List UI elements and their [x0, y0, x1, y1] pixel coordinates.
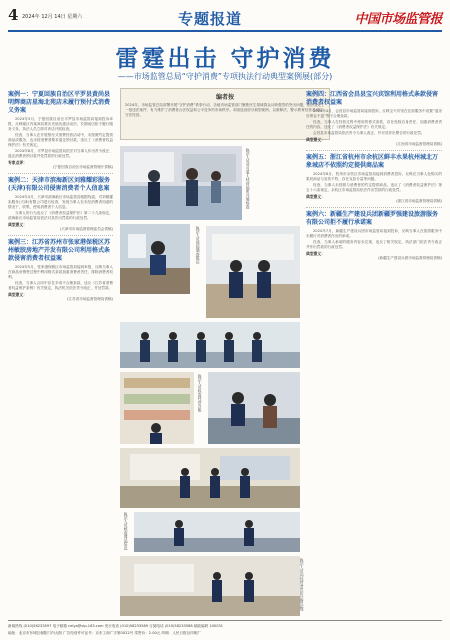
case-body [306, 172, 442, 193]
masthead-rule [8, 30, 442, 32]
case-two [8, 177, 113, 232]
footer-contact: 新闻热线 (010)58233597 电子邮箱 ceiya@vip.163.com 发行电话 (010)58233589 订阅电话 (010)58233588 邮政编码 100031 [8, 624, 224, 628]
left-column [8, 88, 113, 304]
case-title: 案例一：宁夏回族自治区平罗县黄尚县明辉商店星海北苑店未履行预付式消费义务案 [8, 91, 111, 114]
case-source: (浙江省市场监督管理局供稿) [396, 199, 442, 203]
masthead [8, 6, 442, 30]
case-label: 典型意义： [306, 251, 325, 256]
case-label: 典型意义： [306, 194, 325, 199]
case-title: 案例三：江苏省苏州市张家港保税区苏州敏胶房地产开发有限公司利用格式条款侵害消费者权益案 [8, 239, 111, 262]
paragraph: 2024年5月，宁夏回族自治区平罗县市场监管局接到投诉举报，反映辖区内某商店推出充值优惠活动后，长期闭店拒不履行服务义务。执法人员立即对该店开展检查。 [8, 117, 113, 131]
photo-officers-checking [208, 372, 300, 444]
paragraph: 2024年4月，天津市滨海新区市场监管局根据线索，对刘雅耀彩服务(天津)有限公司进行检查，发现当事人在未经消费者同意的情况下，收集、使用消费者个人信息。 [8, 195, 113, 209]
case-title: 案例二：天津市滨海新区刘雅耀彩服务(天津)有限公司侵害消费者个人信息案 [8, 177, 111, 192]
case-one [8, 91, 113, 170]
case-title: 案例四：江西省会昌县宝兴宾馆利用格式条款侵害消费者权益案 [306, 91, 439, 106]
photo-caption: 执法人员检查经营台账 [198, 374, 204, 412]
footer-address: 地址：北京市东城区朝阳门内大街 广告经营许可证号：京东工商广字第0022号 零售价：2.00元 印刷：人民日报社印刷厂 [8, 631, 202, 635]
paragraph: 经查，当事人合同中存在多项不合理条款，违反《江苏省消费者权益保护条例》有关规定，执法机关依法责令改正，并处罚款。 [8, 281, 113, 290]
photo-caption: 执法人员现场调查取证 [196, 226, 202, 264]
photo-caption: 执法人员向经营者宣传法律法规 [300, 558, 306, 612]
footer-rule [8, 620, 442, 621]
paragraph: 2024年5月，张家港保税区市场监管局接到举报，反映当事人在商品房销售过程中利用格式条款加重消费者责任、排除消费者权利。 [8, 265, 113, 279]
paragraph: 当事人的行为违反了《消费者权益保护法》第二十九条规定，滨海新区市场监管局依法对其作出罚款的行政处罚。 [8, 211, 113, 220]
case-body [306, 229, 442, 250]
paragraph: 经查，当事人未按照与消费者的约定提供商品，违反了《消费者权益保护法》第五十六条规定，余杭区市场监管局依法作出罚款的行政处罚。 [306, 183, 442, 192]
case-title: 案例五：浙江省杭州市余杭区鲜丰水果杭州城北万象城店不依照约定提供商品案 [306, 154, 439, 169]
divider [8, 235, 113, 236]
photo-law-publicity [120, 556, 300, 616]
paragraph: 2024年8月，杭州市余杭区市场监管局接到消费者投诉，反映在当事人处购买的果切商品与宣传不符，存在克扣分量等问题。 [306, 172, 442, 181]
photo-outdoor-inspection [120, 448, 300, 508]
case-label: 专家点评： [8, 160, 27, 165]
case-four [306, 91, 442, 147]
page-subheadline: ——市场监管总局“守护消费”专项执法行动典型案例展(部分) [117, 72, 333, 81]
right-column [306, 88, 442, 263]
photo-officers-store [206, 226, 300, 318]
photo-caption: 执法人员核查商品信息 [124, 512, 130, 550]
divider [306, 207, 442, 208]
case-body [8, 195, 113, 221]
case-six [306, 211, 442, 261]
case-body [306, 109, 442, 136]
newspaper-logo: 中国市场监管报 [354, 12, 442, 27]
case-label: 典型意义： [8, 292, 27, 297]
divider [8, 173, 113, 174]
paragraph: 2024年8月，平罗县市场监管局依法对当事人作出责令改正、退还消费者预付款并处罚款的行政处罚。 [8, 149, 113, 158]
editor-note-text: 2024年，市场监管总局部署开展“守护消费”铁拳行动，各地市场监管部门聚焦民生领域群众反映强烈的突出问题，依法查处了一批违法案件，有力维护了消费者合法权益和公平竞争的市场秩序。本版选登部分典型案例，以案释法，警示教育经营者诚信守法经营。 [125, 103, 325, 117]
case-label: 典型意义： [306, 137, 325, 142]
photo-shop-shelves [120, 372, 194, 444]
photo-inspection-counter [120, 146, 242, 220]
photo-officer-desk [120, 224, 190, 294]
photo-caption: 执法人员对当事人经营场所开展检查 [246, 148, 252, 209]
paragraph: 经查，当事人在经营过程中使用的格式条款，存在免除自身责任、加重消费者责任的内容，违反了《消费者权益保护法》有关规定。 [306, 120, 442, 129]
page-headline: 雷霆出击 守护消费 [115, 46, 335, 72]
editor-note [120, 88, 330, 140]
issue-date: 2024年 12月 14日 星期六 [22, 14, 83, 20]
paragraph: 经查，当事人承诺的服务内容未兑现，违反了相关规定，执法部门依法责令改正并作出罚款的行政处罚。 [306, 240, 442, 249]
divider [306, 150, 442, 151]
case-title: 案例六：新疆生产建设兵团新疆罗强建设旅游服务有限公司拒不履行承诺案 [306, 211, 439, 226]
case-body [8, 117, 113, 159]
case-five [306, 154, 442, 204]
page-number: 4 [8, 6, 19, 24]
paragraph: 2024年4月，会昌县市场监管局接到投诉，反映宝兴宾馆在住宿服务中设置“退房后押金不退”等不合理条款。 [306, 109, 442, 118]
section-title: 专题报道 [178, 10, 243, 28]
paragraph: 会昌县市场监管局依法责令当事人改正，并对其作出警告的行政处罚。 [313, 131, 425, 135]
case-source: (新疆生产建设兵团市场监督管理局供稿) [378, 256, 442, 260]
photo-team-group [120, 322, 300, 368]
case-source: (天津市市场监督管理委员会供稿) [59, 227, 113, 231]
paragraph: 经查，当事人在开展预付式消费经营活动中，未按照约定提供商品或服务，也未按消费者要求退还预付款，违反了《消费者权益保护法》有关规定。 [8, 133, 113, 147]
case-label: 典型意义： [8, 222, 27, 227]
paragraph: 2024年7月，新疆生产建设兵团市场监管局接到投诉，反映当事人在旅游服务中未履行对消费者作出的承诺。 [306, 229, 442, 238]
editor-note-title: 编者按 [215, 94, 234, 101]
case-three [8, 239, 113, 302]
case-source: (江西省市场监督管理局供稿) [396, 142, 442, 146]
photo-counter-check [134, 512, 300, 552]
case-body [8, 265, 113, 291]
case-source: (江苏省市场监督管理局供稿) [67, 297, 113, 301]
case-source: (宁夏回族自治区市场监督管理厅供稿) [52, 165, 113, 169]
